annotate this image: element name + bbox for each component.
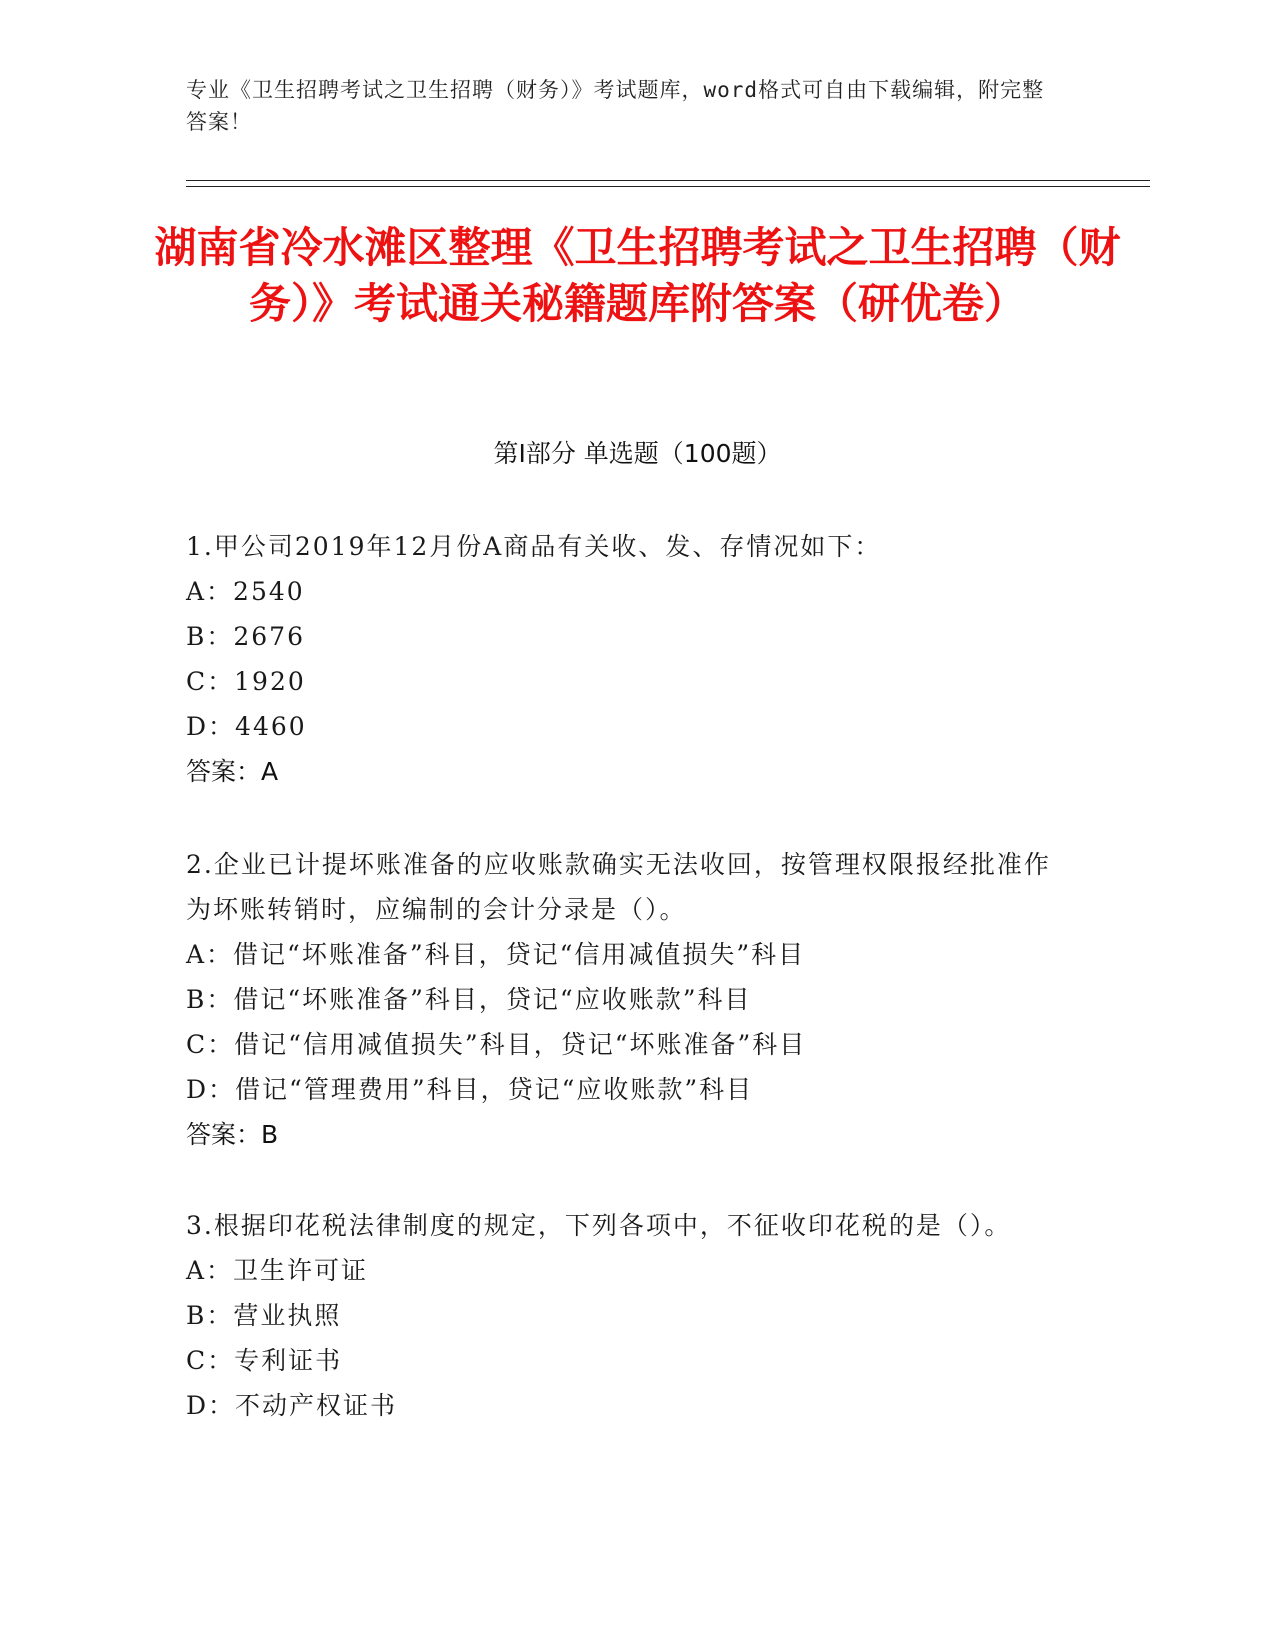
question-1 (186, 524, 1066, 794)
option-c: C：专利证书 (186, 1346, 343, 1375)
option-d: D：4460 (186, 712, 307, 741)
document-title: 湖南省冷水滩区整理《卫生招聘考试之卫生招聘（财务）》考试通关秘籍题库附答案（研优卷） (154, 223, 1121, 328)
header-divider-top (186, 180, 1150, 181)
question-stem: 2.企业已计提坏账准备的应收账款确实无法收回，按管理权限报经批准作为坏账转销时，应编制的会计分录是（）。 (186, 850, 1051, 924)
option-b: B：2676 (186, 622, 305, 651)
section-title: 第Ⅰ部分 单选题（100题） (493, 439, 782, 468)
option-a: A：卫生许可证 (186, 1256, 369, 1285)
option-d: D：借记“管理费用”科目，贷记“应收账款”科目 (186, 1075, 754, 1104)
question-3 (186, 1203, 1066, 1428)
question-stem: 1.甲公司2019年12月份A商品有关收、发、存情况如下： (186, 532, 882, 561)
header-divider-bottom (186, 186, 1150, 187)
option-a: A：借记“坏账准备”科目，贷记“信用减值损失”科目 (186, 940, 806, 969)
option-d: D：不动产权证书 (186, 1391, 398, 1420)
option-b: B：借记“坏账准备”科目，贷记“应收账款”科目 (186, 985, 752, 1014)
option-a: A：2540 (186, 577, 305, 606)
option-c: C：借记“信用减值损失”科目，贷记“坏账准备”科目 (186, 1030, 807, 1059)
option-c: C：1920 (186, 667, 306, 696)
header-note: 专业《卫生招聘考试之卫生招聘（财务）》考试题库，word格式可自由下载编辑，附完整答案！ (186, 78, 1045, 134)
answer: 答案：B (186, 1120, 279, 1149)
question-2 (186, 842, 1066, 1157)
answer: 答案：A (186, 757, 279, 786)
question-stem: 3.根据印花税法律制度的规定，下列各项中，不征收印花税的是（）。 (186, 1211, 1012, 1240)
option-b: B：营业执照 (186, 1301, 342, 1330)
